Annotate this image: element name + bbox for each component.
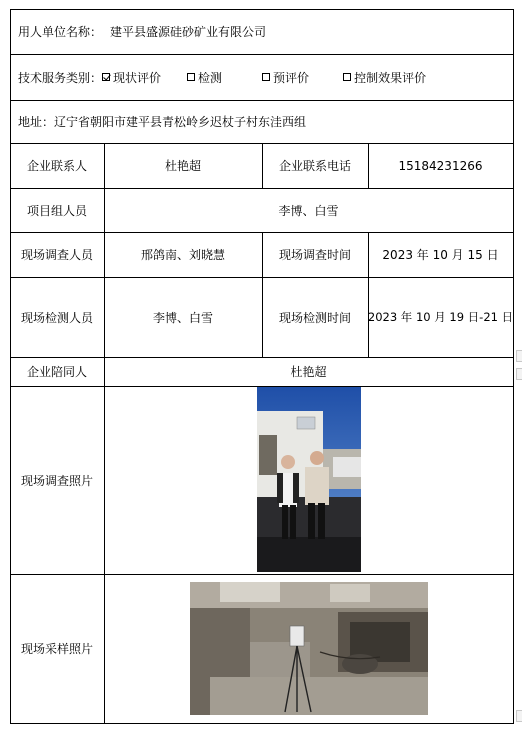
service-row xyxy=(10,54,513,100)
test-staff-value: 李博、白雪 xyxy=(152,310,213,325)
test-time-label: 现场检测时间 xyxy=(278,310,351,325)
project-members-value: 李博、白雪 xyxy=(278,203,339,218)
checkbox-icon[interactable] xyxy=(187,73,195,81)
service-label: 技术服务类别： xyxy=(18,70,103,85)
checkbox-icon[interactable] xyxy=(343,73,351,81)
contact-value: 杜艳超 xyxy=(164,159,201,173)
project-members-label: 项目组人员 xyxy=(26,203,87,218)
escort-label: 企业陪同人 xyxy=(26,365,87,379)
option-pre-evaluation[interactable]: 预评价 xyxy=(262,69,309,86)
survey-staff-value: 邢鸽南、刘晓慧 xyxy=(140,248,225,262)
scroll-marker[interactable] xyxy=(516,368,522,380)
address-label: 地址： xyxy=(18,115,55,129)
checked-box-icon[interactable] xyxy=(102,73,110,81)
unit-label: 用人单位名称： xyxy=(18,25,103,39)
address-row xyxy=(10,100,513,143)
survey-photo xyxy=(257,387,361,572)
option-control-effect-evaluation[interactable]: 控制效果评价 xyxy=(343,69,426,86)
address-value: 辽宁省朝阳市建平县青松岭乡迟杖子村东洼西组 xyxy=(54,115,307,129)
scroll-marker[interactable] xyxy=(516,350,522,362)
unit-row xyxy=(10,9,513,54)
scroll-marker[interactable] xyxy=(516,710,522,722)
contact-label: 企业联系人 xyxy=(26,159,87,173)
test-staff-label: 现场检测人员 xyxy=(20,310,93,325)
record-form xyxy=(10,9,514,724)
unit-value: 建平县盛源硅砂矿业有限公司 xyxy=(110,25,267,39)
escort-value: 杜艳超 xyxy=(290,365,327,379)
phone-value: 15184231266 xyxy=(398,158,483,173)
divider xyxy=(10,723,514,724)
survey-photo-label: 现场调查照片 xyxy=(20,473,93,488)
divider xyxy=(513,9,514,724)
sampling-photo-label: 现场采样照片 xyxy=(20,642,93,656)
phone-label: 企业联系电话 xyxy=(278,159,351,173)
sampling-photo xyxy=(190,582,428,715)
survey-time-label: 现场调查时间 xyxy=(278,248,351,262)
test-time-value: 2023 年 10 月 19 日-21 日 xyxy=(367,310,514,324)
checkbox-icon[interactable] xyxy=(262,73,270,81)
survey-staff-label: 现场调查人员 xyxy=(20,248,93,262)
option-testing[interactable]: 检测 xyxy=(187,69,222,86)
survey-time-value: 2023 年 10 月 15 日 xyxy=(382,248,499,262)
option-current-evaluation[interactable]: 现状评价 xyxy=(102,69,161,86)
